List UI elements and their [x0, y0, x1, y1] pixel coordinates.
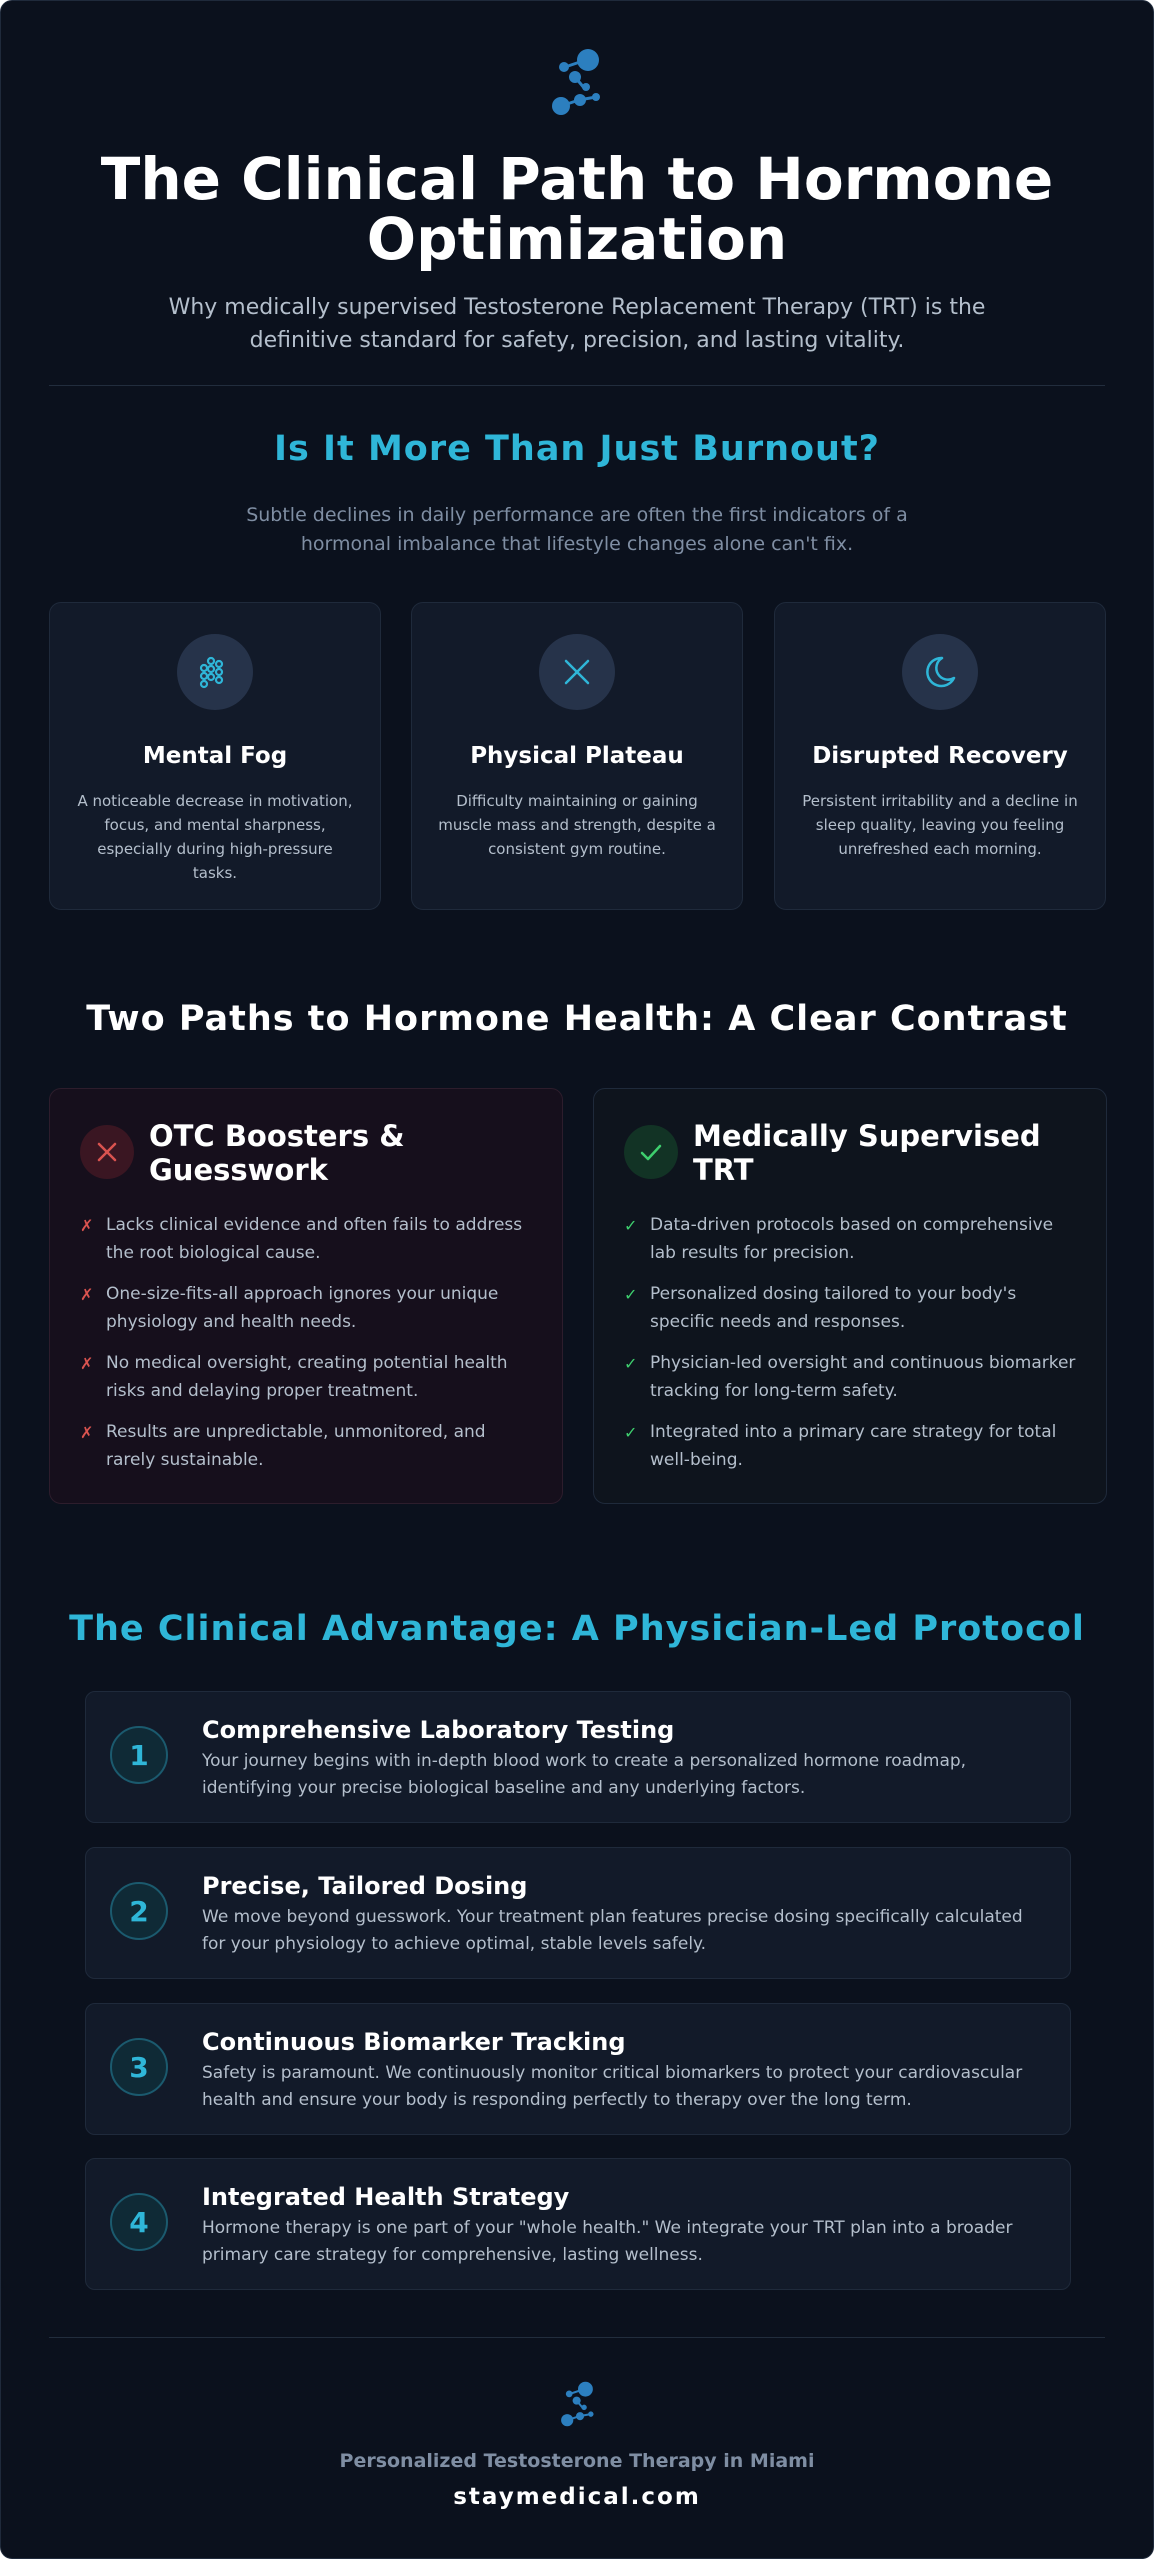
footer-tagline: Personalized Testosterone Therapy in Miami: [339, 2450, 815, 2472]
symptom-description: Difficulty maintaining or gaining muscle mass and strength, despite a consistent gym routine.: [438, 792, 716, 858]
list-item: ✓ Physician-led oversight and continuous biomarker tracking for long-term safety.: [624, 1349, 1084, 1418]
x-bullet-icon: ✗: [80, 1285, 94, 1304]
check-bullet-icon: ✓: [624, 1423, 638, 1442]
otc-boosters-card: [49, 1088, 563, 1504]
list-item: ✓ Integrated into a primary care strategy for total well-being.: [624, 1418, 1084, 1487]
symptom-card-disrupted-recovery: [774, 602, 1106, 910]
step-number-badge: 2: [110, 1882, 168, 1940]
list-item: ✗ Lacks clinical evidence and often fails to address the root biological cause.: [80, 1211, 540, 1280]
protocol-step: [85, 2158, 1071, 2290]
protocol-step: [85, 1847, 1071, 1979]
paths-heading: Two Paths to Hormone Health: A Clear Contrast: [86, 999, 1068, 1039]
check-icon: [624, 1125, 678, 1179]
supervised-trt-card: [593, 1088, 1107, 1504]
footer-url-link[interactable]: staymedical.com: [453, 2484, 701, 2510]
symptoms-heading: Is It More Than Just Burnout?: [273, 429, 880, 469]
path-title: Medically Supervised TRT: [693, 1119, 1041, 1187]
list-item: ✓ Personalized dosing tailored to your body's specific needs and responses.: [624, 1280, 1084, 1349]
step-number-badge: 1: [110, 1726, 168, 1784]
page-title: The Clinical Path to Hormone Optimization: [100, 145, 1054, 273]
divider: [49, 2337, 1105, 2338]
list-item: ✗ No medical oversight, creating potential health risks and delaying proper treatment.: [80, 1349, 540, 1418]
step-number-badge: 3: [110, 2038, 168, 2096]
symptom-title: Mental Fog: [142, 743, 288, 769]
list-item: ✗ One-size-fits-all approach ignores your unique physiology and health needs.: [80, 1280, 540, 1349]
step-title: Precise, Tailored Dosing: [202, 1872, 528, 1900]
x-mark-icon: [80, 1125, 134, 1179]
step-description: Hormone therapy is one part of your "whole health." We integrate your TRT plan into a broader primary care strategy for comprehensive, lasting wellness.: [202, 2218, 1013, 2265]
divider: [49, 385, 1105, 386]
protocol-step: [85, 1691, 1071, 1823]
x-bullet-icon: ✗: [80, 1354, 94, 1373]
moon-icon: [902, 634, 978, 710]
path-title: OTC Boosters & Guesswork: [149, 1119, 405, 1187]
path-list: [80, 1211, 540, 1487]
brain-icon: [177, 634, 253, 710]
symptom-card-physical-plateau: [411, 602, 743, 910]
check-bullet-icon: ✓: [624, 1285, 638, 1304]
symptom-title: Physical Plateau: [470, 743, 684, 769]
step-description: Safety is paramount. We continuously monitor critical biomarkers to protect your cardiovascular health and ensure your body is responding perfectly to therapy over the long term.: [202, 2063, 1023, 2110]
x-bullet-icon: ✗: [80, 1216, 94, 1235]
protocol-step: [85, 2003, 1071, 2135]
list-item: ✓ Data-driven protocols based on comprehensive lab results for precision.: [624, 1211, 1084, 1280]
x-bullet-icon: ✗: [80, 1423, 94, 1442]
molecule-logo-icon: [559, 2379, 597, 2429]
check-bullet-icon: ✓: [624, 1354, 638, 1373]
list-item: ✗ Results are unpredictable, unmonitored, and rarely sustainable.: [80, 1418, 540, 1487]
check-bullet-icon: ✓: [624, 1216, 638, 1235]
step-number-badge: 4: [110, 2193, 168, 2251]
symptom-description: A noticeable decrease in motivation, focus, and mental sharpness, especially during high-pressure tasks.: [77, 792, 353, 882]
path-list: [624, 1211, 1084, 1487]
step-title: Continuous Biomarker Tracking: [202, 2028, 626, 2056]
advantage-heading: The Clinical Advantage: A Physician-Led Protocol: [69, 1609, 1085, 1649]
step-title: Integrated Health Strategy: [202, 2183, 570, 2211]
step-title: Comprehensive Laboratory Testing: [202, 1716, 675, 1744]
step-description: We move beyond guesswork. Your treatment plan features precise dosing specifically calculated for your physiology to achieve optimal, stable levels safely.: [202, 1907, 1023, 1954]
x-mark-icon: [539, 634, 615, 710]
symptoms-intro: Subtle declines in daily performance are often the first indicators of a hormonal imbalance that lifestyle changes alone can't fix.: [246, 504, 908, 555]
step-description: Your journey begins with in-depth blood work to create a personalized hormone roadmap, identifying your precise biological baseline and any underlying factors.: [202, 1751, 967, 1798]
symptom-card-mental-fog: [49, 602, 381, 910]
molecule-logo-icon: [549, 45, 605, 119]
page-subtitle: Why medically supervised Testosterone Replacement Therapy (TRT) is the definitive standard for safety, precision, and lasting vitality.: [168, 295, 986, 353]
symptom-description: Persistent irritability and a decline in sleep quality, leaving you feeling unrefreshed each morning.: [802, 792, 1078, 858]
symptom-title: Disrupted Recovery: [812, 743, 1068, 769]
